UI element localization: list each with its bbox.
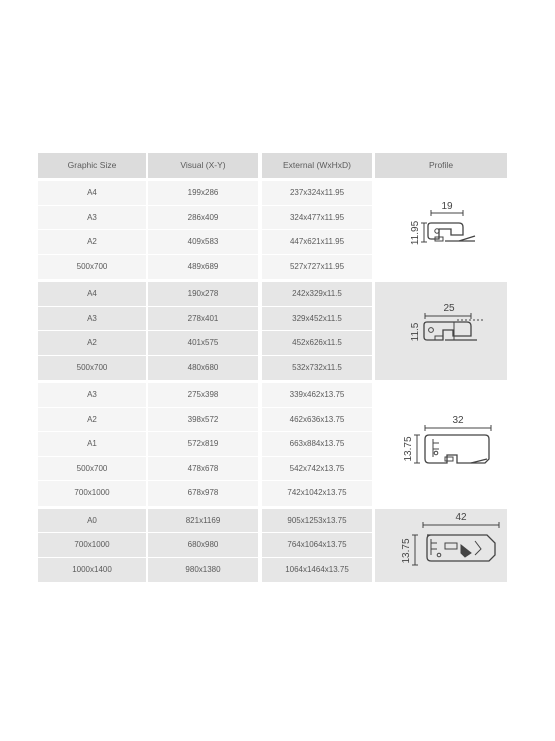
graphic-size-cell: A3 <box>38 206 146 231</box>
graphic-size-cell: A4 <box>38 181 146 206</box>
profile-height-label: 11.95 <box>410 220 421 246</box>
visual-cell: 980x1380 <box>148 558 258 583</box>
external-cell: 242x329x11.5 <box>262 282 372 307</box>
profile-width-label: 25 <box>443 303 455 314</box>
graphic-size-cell: 700x1000 <box>38 533 146 558</box>
profile-width-label: 19 <box>441 201 453 212</box>
row-group <box>38 181 507 279</box>
frame-size-table <box>38 153 507 582</box>
profile-cell <box>375 181 507 279</box>
profile-32-drawing <box>375 383 507 505</box>
profile-25-drawing <box>375 282 507 380</box>
external-cell: 542x742x13.75 <box>262 457 372 482</box>
graphic-size-cell: 500x700 <box>38 356 146 381</box>
profile-height-label: 13.75 <box>401 537 412 564</box>
graphic-size-cell: 1000x1400 <box>38 558 146 583</box>
graphic-size-cell: 500x700 <box>38 255 146 280</box>
visual-cell: 190x278 <box>148 282 258 307</box>
profile-42-drawing <box>375 509 507 582</box>
profile-width-label: 42 <box>455 511 467 523</box>
header-profile: Profile <box>375 153 507 178</box>
external-cell: 742x1042x13.75 <box>262 481 372 506</box>
graphic-size-cell: A1 <box>38 432 146 457</box>
header-graphic-size: Graphic Size <box>38 153 146 178</box>
graphic-size-cell: A3 <box>38 307 146 332</box>
external-cell: 905x1253x13.75 <box>262 509 372 534</box>
visual-cell: 480x680 <box>148 356 258 381</box>
graphic-size-cell: A0 <box>38 509 146 534</box>
visual-cell: 409x583 <box>148 230 258 255</box>
profile-cell <box>375 282 507 380</box>
graphic-size-cell: A2 <box>38 230 146 255</box>
visual-cell: 278x401 <box>148 307 258 332</box>
external-cell: 339x462x13.75 <box>262 383 372 408</box>
external-cell: 532x732x11.5 <box>262 356 372 381</box>
external-cell: 447x621x11.95 <box>262 230 372 255</box>
external-cell: 764x1064x13.75 <box>262 533 372 558</box>
profile-19-drawing <box>375 181 507 279</box>
visual-cell: 572x819 <box>148 432 258 457</box>
visual-cell: 401x575 <box>148 331 258 356</box>
visual-cell: 678x978 <box>148 481 258 506</box>
profile-height-label: 11.5 <box>410 322 421 342</box>
graphic-size-cell: A2 <box>38 408 146 433</box>
table-header <box>38 153 507 178</box>
graphic-size-cell: A3 <box>38 383 146 408</box>
external-cell: 1064x1464x13.75 <box>262 558 372 583</box>
profile-width-label: 32 <box>452 415 464 426</box>
visual-cell: 478x678 <box>148 457 258 482</box>
header-external: External (WxHxD) <box>262 153 372 178</box>
header-visual: Visual (X-Y) <box>148 153 258 178</box>
external-cell: 329x452x11.5 <box>262 307 372 332</box>
row-group <box>38 509 507 583</box>
external-cell: 527x727x11.95 <box>262 255 372 280</box>
visual-cell: 489x689 <box>148 255 258 280</box>
row-group <box>38 383 507 506</box>
external-cell: 324x477x11.95 <box>262 206 372 231</box>
profile-cell <box>375 509 507 583</box>
external-cell: 462x636x13.75 <box>262 408 372 433</box>
external-cell: 237x324x11.95 <box>262 181 372 206</box>
profile-cell <box>375 383 507 506</box>
table-body <box>38 181 507 582</box>
external-cell: 452x626x11.5 <box>262 331 372 356</box>
external-cell: 663x884x13.75 <box>262 432 372 457</box>
row-group <box>38 282 507 380</box>
profile-height-label: 13.75 <box>403 436 414 462</box>
visual-cell: 680x980 <box>148 533 258 558</box>
visual-cell: 275x398 <box>148 383 258 408</box>
graphic-size-cell: A4 <box>38 282 146 307</box>
graphic-size-cell: A2 <box>38 331 146 356</box>
graphic-size-cell: 700x1000 <box>38 481 146 506</box>
visual-cell: 821x1169 <box>148 509 258 534</box>
graphic-size-cell: 500x700 <box>38 457 146 482</box>
visual-cell: 398x572 <box>148 408 258 433</box>
visual-cell: 199x286 <box>148 181 258 206</box>
visual-cell: 286x409 <box>148 206 258 231</box>
